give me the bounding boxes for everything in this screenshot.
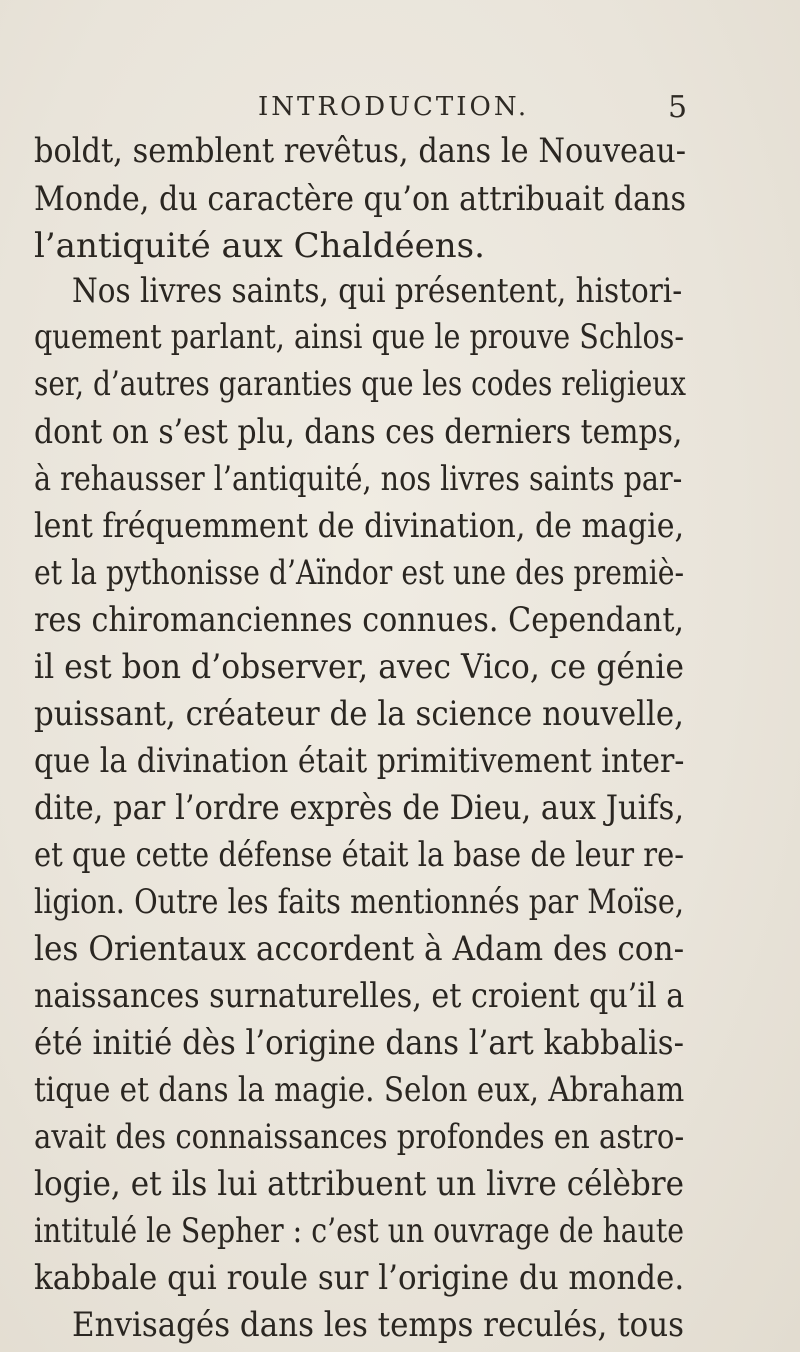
text-line: puissant, créateur de la science nouvelle, <box>34 694 684 734</box>
page-number: 5 <box>668 90 688 125</box>
text-line: il est bon d’observer, avec Vico, ce génie <box>34 647 684 687</box>
text-line: Envisagés dans les temps reculés, tous <box>72 1305 685 1345</box>
running-title: INTRODUCTION. <box>258 92 530 122</box>
text-line: intitulé le Sepher : c’est un ouvrage de haute <box>34 1211 685 1251</box>
text-line: lent fréquemment de divination, de magie, <box>34 506 685 546</box>
text-line: que la divination était primitivement inter- <box>34 741 685 781</box>
text-line: à rehausser l’antiquité, nos livres saints par- <box>34 459 683 499</box>
page-header <box>0 92 800 132</box>
text-line: res chiromanciennes connues. Cependant, <box>34 600 685 640</box>
text-line: et la pythonisse d’Aïndor est une des premiè- <box>34 553 685 593</box>
text-line: boldt, semblent revêtus, dans le Nouveau- <box>34 131 687 171</box>
text-line: quement parlant, ainsi que le prouve Schlos- <box>34 317 685 357</box>
text-line: Monde, du caractère qu’on attribuait dans <box>34 179 687 219</box>
text-line: avait des connaissances profondes en astro- <box>34 1117 685 1157</box>
text-line: les Orientaux accordent à Adam des con- <box>34 929 685 969</box>
text-line: l’antiquité aux Chaldéens. <box>34 226 485 266</box>
text-line: ligion. Outre les faits mentionnés par Moïse, <box>34 882 685 922</box>
text-line: dont on s’est plu, dans ces derniers temps, <box>34 412 683 452</box>
text-line: logie, et ils lui attribuent un livre célèbre <box>34 1164 684 1204</box>
text-line: naissances surnaturelles, et croient qu’il a <box>34 976 685 1016</box>
text-line: Nos livres saints, qui présentent, histori- <box>72 271 683 311</box>
text-line: et que cette défense était la base de leur re- <box>34 835 685 875</box>
text-line: kabbale qui roule sur l’origine du monde. <box>34 1258 685 1298</box>
text-line: tique et dans la magie. Selon eux, Abraham <box>34 1070 685 1110</box>
text-line: ser, d’autres garanties que les codes religieux <box>34 364 687 404</box>
text-line: été initié dès l’origine dans l’art kabbalis- <box>34 1023 684 1063</box>
text-line: dite, par l’ordre exprès de Dieu, aux Juifs, <box>34 788 685 828</box>
